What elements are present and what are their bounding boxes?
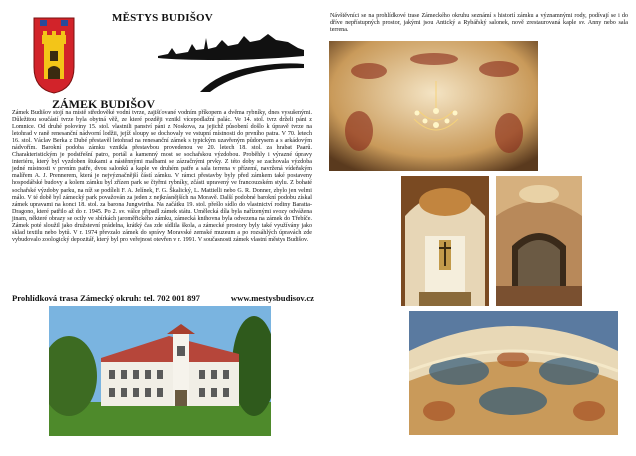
castle-history-text: Zámek Budišov stojí na místě středověké vodní tvrze, zajišťované vodním příkopem a dvěma rybníky, dnes vysušenými. Důležitou součástí tvrze byla obytná věž, ze které později vznikl vícepodlažní palác. Ve 14. stol. tvrz drželi páni z Lomnice. Od druhé poloviny 15. stol. vlastnili panství páni z Noskova, za jejichž působení došlo k úpravě tvrze na letohrad v raně renesanční nádvorní lodžii, jejíž sloupy se dochovaly ve vstupní místnosti do prvního patra. V 70. letech 16. stol. Václav Berka z Dubé přestavěl letohrad na renesanční zámek s typickým uzavřeným půdorysem a s arkádovým nádvořím. Barokní podoba zámku vznikla přestavbou provedenou ve 20. letech 18. stol. za hrabat Paarů. Charakteristickým je podstřešní patro, portál a kamenný most se sochařskou výzdobou. Proběhly i výrazné úpravy interiéru, který byl vyzdoben štukami a nástěnnými malbami se zázračnými prvky. Z této doby se zachovala výzdoba jedné místnosti v prvním patře, dvou salonků a kaple ve druhém patře a sala terrena v přízemí, navržená vídeňským malířem A. J. Prennerem, která je nejvýznačnější částí zámku. V rámci přestavby byly před zámkem také postaveny hospodářské budovy a kolem zámku byl zřízen park se čtyřmi rybníky, zčásti upravený ve francouzském stylu. Z bohaté sochařské výzdoby parku, na níž se podíleli F. A. Jelínek, F. G. Škalický, L. Mattielli nebo G. R. Donner, zbylo jen velmi málo. V té době byl zámecký park považován za jeden z nejkrásnějších na Moravě. Další podobné barokní podobu získal zámek upravami na konci 18. stol. za barona Jungwirtha. Na začátku 19. stol. přešlo sídlo do vlastnictví rodiny Baratta-Dragono, které patřilo až do r. 1945. Po 2. sv. válce připadl zámek státu. Umělecká díla byla nařízenými svozy odvážena jinam, některé obrazy se octly ve sbírkách jaroměřického zámku, zámecká knihovna byla odvezena na zámek do Třebíče. Zámek poté sloužil jako družstevní prádelna, krátký čas zde sídlila škola, a zámecké prostory byly také využívány jako sklad textilu nebo bytů. V r. 1974 převzalo zámek do správy Moravské zemské muzeum a po rozsáhlých úpravách zde vybudovalo zoologický depozitář, který byl pro veřejnost otevřen v r. 1991. V současnosti zámek vlastní městys Budišov. (12, 110, 312, 243)
tour-phone: Prohlídková trasa Zámecký okruh: tel. 702 001 897 (12, 293, 200, 303)
town-title: MĚSTYS BUDIŠOV (112, 12, 213, 24)
contact-line (12, 293, 314, 303)
castle-title: ZÁMEK BUDIŠOV (52, 97, 156, 111)
coat-of-arms (33, 17, 75, 94)
chapel-photo (401, 176, 489, 306)
ceiling-chandelier-photo (329, 41, 538, 171)
town-silhouette (158, 20, 304, 92)
hall-photo (496, 176, 582, 306)
castle-exterior-photo (49, 306, 271, 436)
sala-terrena-photo (409, 311, 618, 435)
website-link[interactable]: www.mestysbudisov.cz (230, 293, 314, 303)
tour-description: Návštěvníci se na prohlídkové trase Zámeckého okruhu seznámí s historií zámku a významnými rody, podívají se i do dříve nepřístupných prostor, jakými jsou Antický a Rybářský salonek, nově zrestaurovaná kaple sv. Anny nebo sala terrena. (330, 13, 628, 34)
